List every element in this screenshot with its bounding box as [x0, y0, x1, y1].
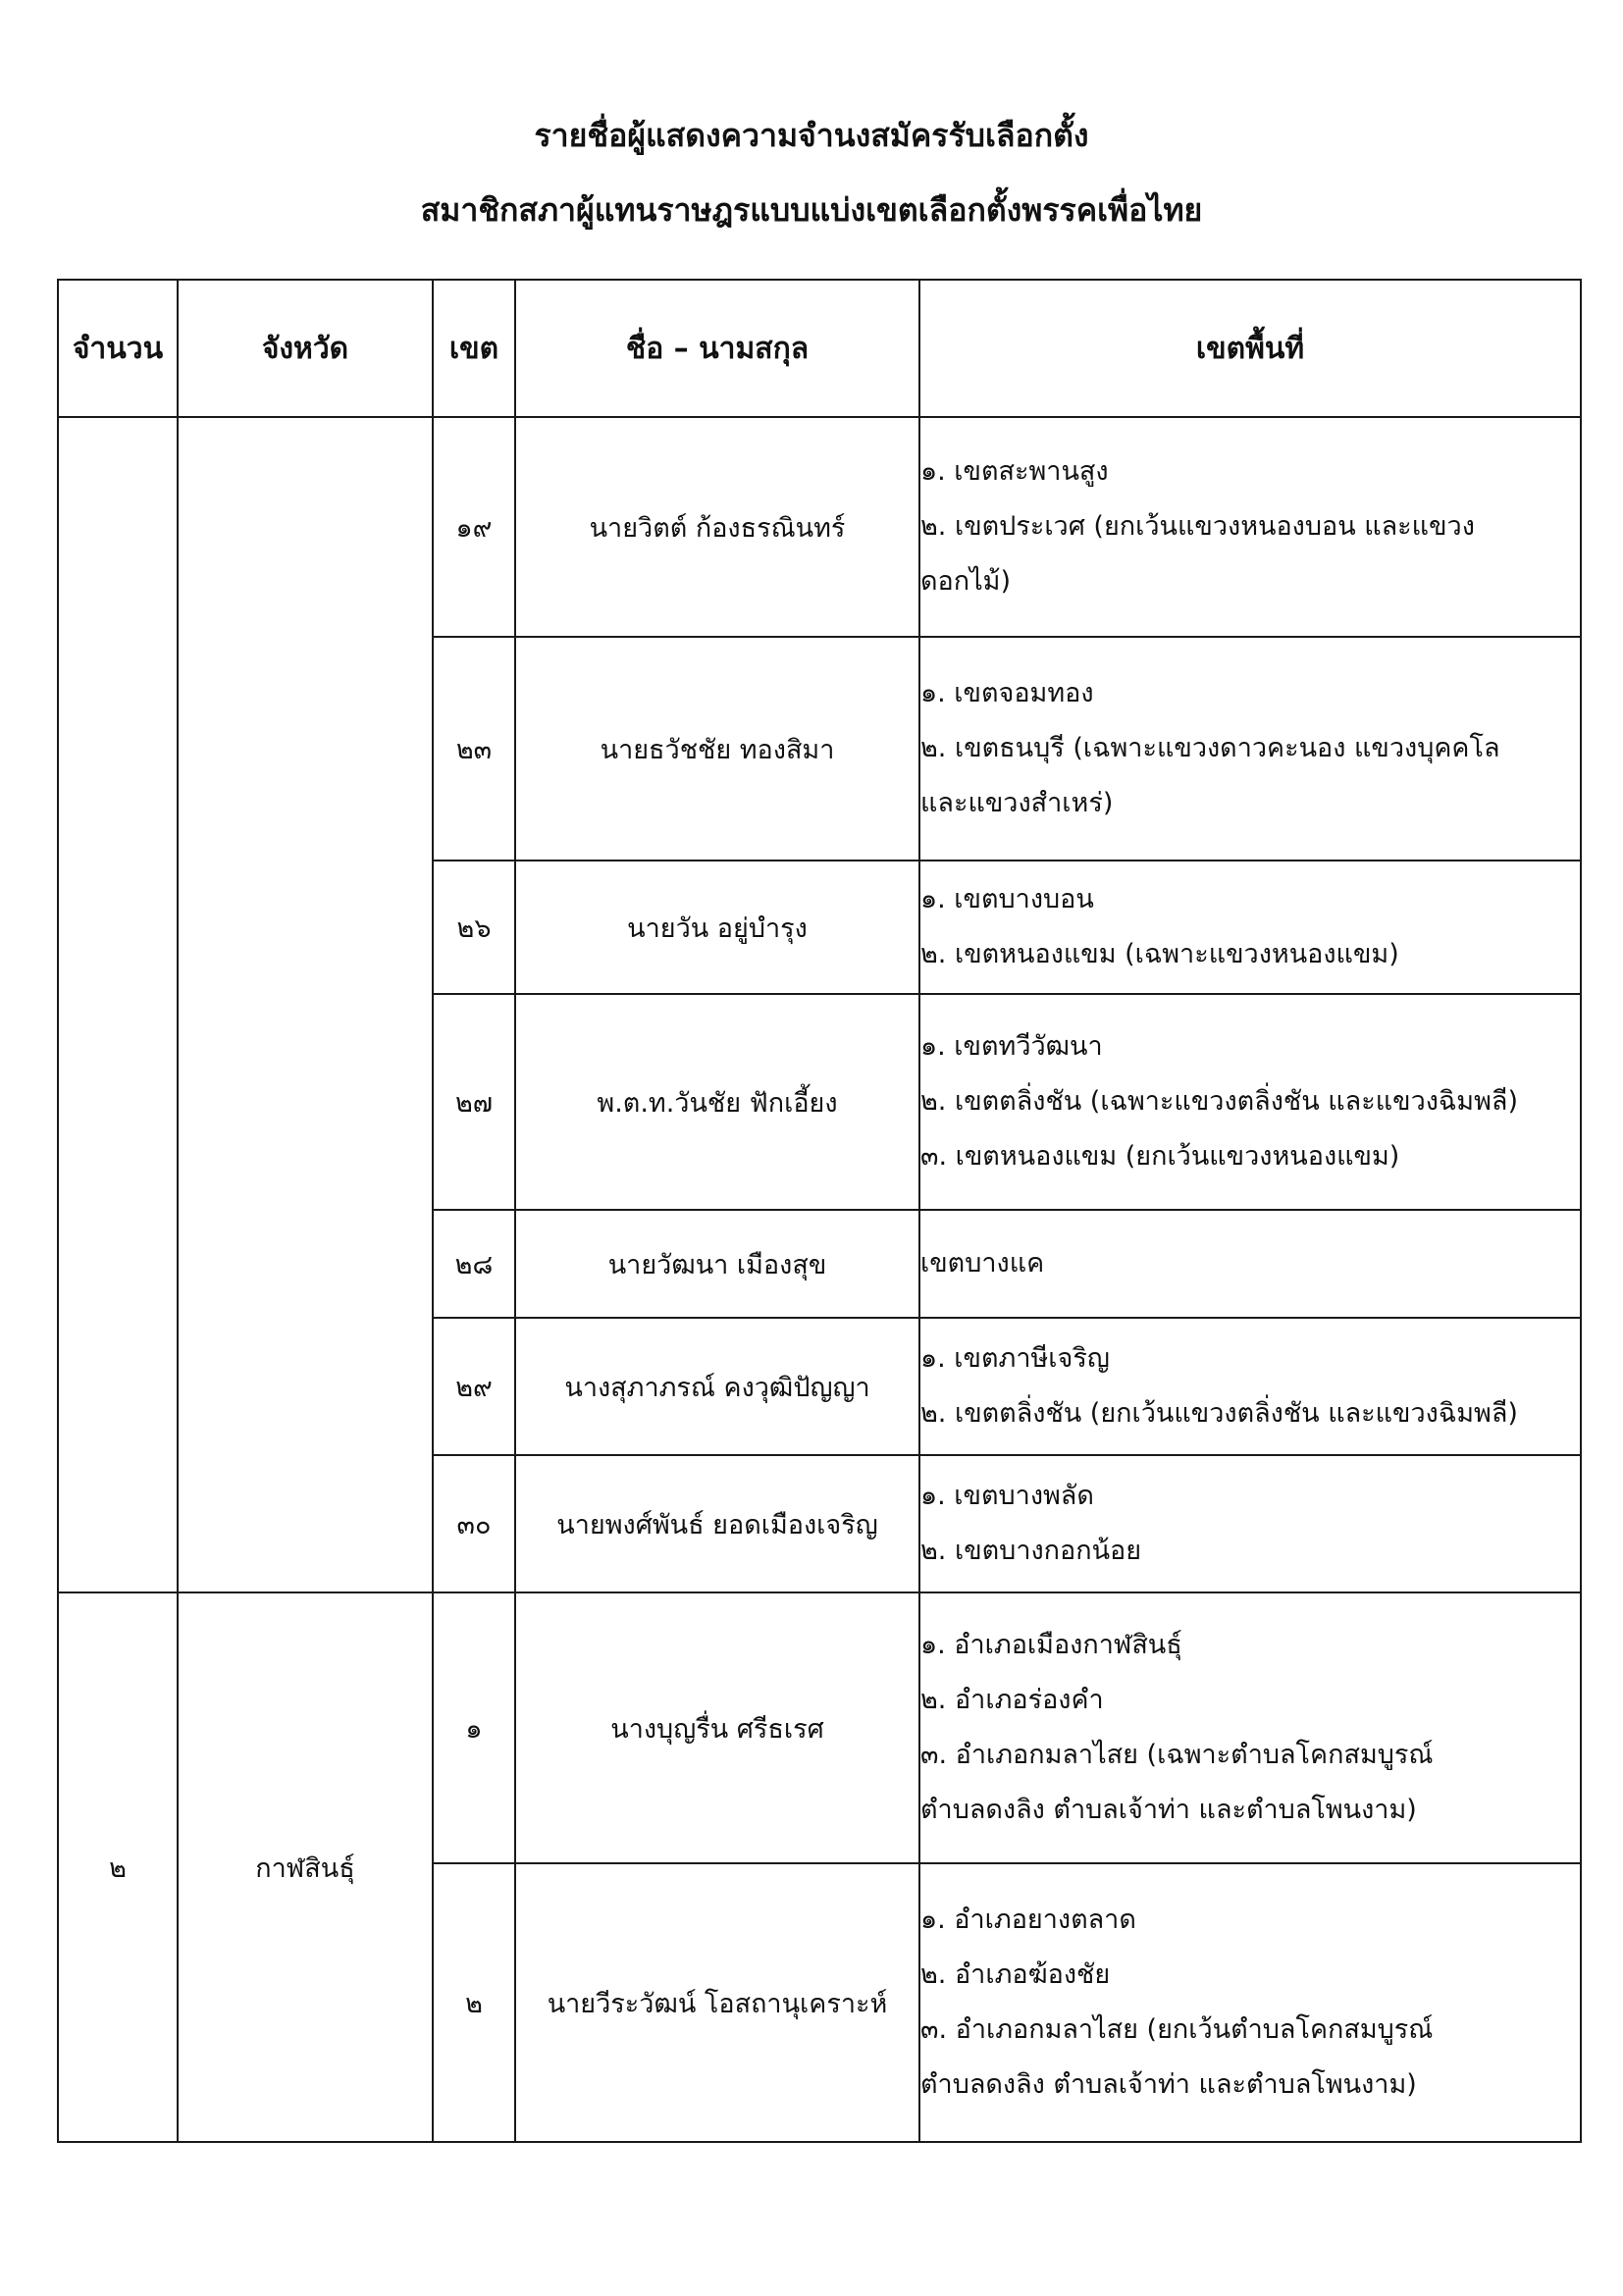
area-line: ๒. อำเภอฆ้องชัย — [920, 1959, 1111, 1990]
area-line: ๒. เขตตลิ่งชัน (ยกเว้นแขวงตลิ่งชัน และแขวงฉิมพลี) — [920, 1398, 1518, 1429]
area-line: ๑. อำเภอเมืองกาฬสินธุ์ — [920, 1630, 1182, 1660]
candidate-name-cell: นางสุภาภรณ์ คงวุฒิปัญญา — [515, 1318, 919, 1455]
area-cell — [919, 1210, 1581, 1318]
zone-cell: ๒๓ — [433, 637, 515, 861]
candidate-name-cell: นายพงศ์พันธ์ ยอดเมืองเจริญ — [515, 1455, 919, 1592]
header-name: ชื่อ – นามสกุล — [515, 280, 919, 417]
header-area: เขตพื้นที่ — [919, 280, 1581, 417]
area-line: ๒. เขตธนบุรี (เฉพาะแขวงดาวคะนอง แขวงบุคคโล — [920, 733, 1500, 763]
area-line: ๒. เขตหนองแขม (เฉพาะแขวงหนองแขม) — [920, 939, 1399, 969]
area-line: ๑. อำเภอยางตลาด — [920, 1905, 1136, 1935]
area-line: ตำบลดงลิง ตำบลเจ้าท่า และตำบลโพนงาม) — [920, 2069, 1417, 2100]
table-header-row — [58, 280, 1581, 417]
zone-cell: ๒๖ — [433, 861, 515, 994]
area-line: ๑. เขตทวีวัฒนา — [920, 1031, 1103, 1062]
area-cell — [919, 861, 1581, 994]
area-cell — [919, 637, 1581, 861]
zone-cell: ๑๙ — [433, 417, 515, 637]
area-line: ๒. เขตตลิ่งชัน (เฉพาะแขวงตลิ่งชัน และแขวงฉิมพลี) — [920, 1086, 1518, 1117]
candidate-name-cell: พ.ต.ท.วันชัย ฟักเอี้ยง — [515, 994, 919, 1210]
area-cell — [919, 1318, 1581, 1455]
candidate-name-cell: นายวัฒนา เมืองสุข — [515, 1210, 919, 1318]
area-line: ๑. เขตบางบอน — [920, 884, 1094, 914]
area-line: และแขวงสำเหร่) — [920, 788, 1114, 818]
zone-cell: ๒๗ — [433, 994, 515, 1210]
area-line: ๒. อำเภอร่องคำ — [920, 1685, 1104, 1715]
zone-cell: ๒ — [433, 1863, 515, 2142]
area-cell — [919, 1455, 1581, 1592]
table-body — [58, 417, 1581, 2142]
area-line: ๓. อำเภอกมลาไสย (ยกเว้นตำบลโคกสมบูรณ์ — [920, 2014, 1434, 2045]
candidate-name-cell: นายวีระวัฒน์ โอสถานุเคราะห์ — [515, 1863, 919, 2142]
area-line: ดอกไม้) — [920, 566, 1012, 597]
area-cell — [919, 1592, 1581, 1863]
area-line: ๒. เขตบางกอกน้อย — [920, 1536, 1142, 1566]
header-zone: เขต — [433, 280, 515, 417]
table-row — [58, 417, 1581, 637]
area-line: ๑. เขตสะพานสูง — [920, 456, 1109, 487]
header-number: จำนวน — [58, 280, 178, 417]
document-title-line-2: สมาชิกสภาผู้แทนราษฎรแบบแบ่งเขตเลือกตั้งพรรคเพื่อไทย — [420, 191, 1203, 229]
zone-cell: ๒๘ — [433, 1210, 515, 1318]
area-line: ๒. เขตประเวศ (ยกเว้นแขวงหนองบอน และแขวง — [920, 511, 1475, 542]
area-line: ตำบลดงลิง ตำบลเจ้าท่า และตำบลโพนงาม) — [920, 1795, 1417, 1825]
area-line: ๓. เขตหนองแขม (ยกเว้นแขวงหนองแขม) — [920, 1141, 1400, 1172]
area-cell — [919, 417, 1581, 637]
candidate-name-cell: นายธวัชชัย ทองสิมา — [515, 637, 919, 861]
area-line: ๑. เขตบางพลัด — [920, 1481, 1094, 1511]
area-line: ๑. เขตภาษีเจริญ — [920, 1343, 1110, 1374]
table-row — [58, 1592, 1581, 1863]
area-line: ๓. อำเภอกมลาไสย (เฉพาะตำบลโคกสมบูรณ์ — [920, 1740, 1434, 1770]
area-cell — [919, 1863, 1581, 2142]
number-cell: ๒ — [58, 1592, 178, 2142]
candidate-table — [57, 279, 1582, 2143]
area-line: ๑. เขตจอมทอง — [920, 678, 1094, 708]
zone-cell: ๑ — [433, 1592, 515, 1863]
area-line: เขตบางแค — [920, 1248, 1045, 1278]
header-province: จังหวัด — [178, 280, 433, 417]
zone-cell: ๓๐ — [433, 1455, 515, 1592]
candidate-name-cell: นางบุญรื่น ศรีธเรศ — [515, 1592, 919, 1863]
document-title-line-1: รายชื่อผู้แสดงความจำนงสมัครรับเลือกตั้ง — [534, 117, 1089, 154]
province-cell: กาฬสินธุ์ — [178, 1592, 433, 2142]
zone-cell: ๒๙ — [433, 1318, 515, 1455]
candidate-name-cell: นายวัน อยู่บำรุง — [515, 861, 919, 994]
number-cell — [58, 417, 178, 1592]
candidate-name-cell: นายวิตต์ ก้องธรณินทร์ — [515, 417, 919, 637]
area-cell — [919, 994, 1581, 1210]
province-cell — [178, 417, 433, 1592]
